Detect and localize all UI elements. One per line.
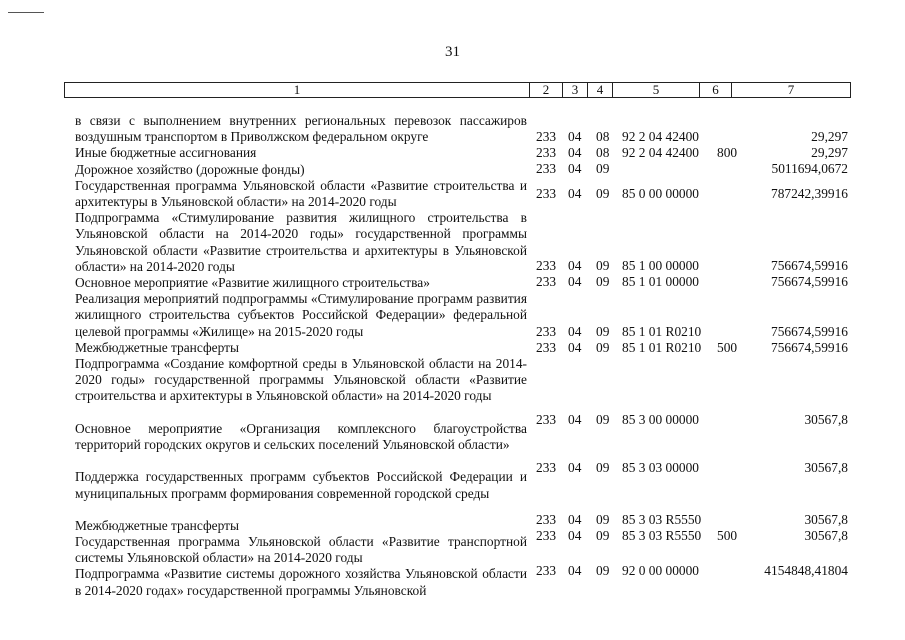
cell-col-2: 233 <box>536 563 557 578</box>
cell-col-7: 30567,8 <box>804 512 848 527</box>
cell-col-4: 09 <box>596 412 610 427</box>
table-row-description: Межбюджетные трансферты <box>75 339 239 355</box>
cell-col-4: 09 <box>596 460 610 475</box>
table-row <box>0 412 905 428</box>
cell-col-7: 756674,59916 <box>771 324 848 339</box>
table-row-description: Основное мероприятие «Развитие жилищного строительства» <box>75 274 430 290</box>
cell-col-5: 92 2 04 42400 <box>622 145 699 160</box>
cell-col-7: 30567,8 <box>804 460 848 475</box>
cell-col-5: 85 1 01 00000 <box>622 274 699 289</box>
cell-col-4: 08 <box>596 145 610 160</box>
cell-col-5: 85 0 00 00000 <box>622 186 699 201</box>
table-row-description: Межбюджетные трансферты <box>75 517 239 533</box>
cell-col-5: 85 3 03 R5550 <box>622 512 702 527</box>
cell-col-3: 04 <box>568 412 582 427</box>
cell-col-2: 233 <box>536 528 557 543</box>
cell-col-6: 500 <box>717 340 738 355</box>
cell-col-4: 09 <box>596 274 610 289</box>
cell-col-5: 92 0 00 00000 <box>622 563 699 578</box>
cell-col-2: 233 <box>536 512 557 527</box>
table-row <box>0 460 905 476</box>
table-row-description: Основное мероприятие «Организация комплексного благоустройства территорий городских округов и сельских поселений Ульяновской области» <box>75 420 527 452</box>
cell-col-2: 233 <box>536 340 557 355</box>
cell-col-7: 29,297 <box>811 129 848 144</box>
table-row-description: Подпрограмма «Создание комфортной среды в Ульяновской области на 2014-2020 годы» государственной программы Ульяновской области «Развитие строительства и архитектуры в Ульяновской области» на 2014-2020 годы <box>75 355 527 404</box>
table-row-description: Реализация мероприятий подпрограммы «Стимулирование программ развития жилищного строительства субъектов Российской Федерации» федеральной целевой программы «Жилище» на 2015-2020 годы <box>75 291 527 339</box>
table-row <box>0 528 905 544</box>
cell-col-4: 09 <box>596 161 610 176</box>
cell-col-4: 09 <box>596 324 610 339</box>
cell-col-4: 08 <box>596 129 610 144</box>
table-row <box>0 274 905 290</box>
cell-col-3: 04 <box>568 274 582 289</box>
cell-col-3: 04 <box>568 186 582 201</box>
cell-col-3: 04 <box>568 145 582 160</box>
table-row <box>0 340 905 356</box>
cell-col-7: 30567,8 <box>804 412 848 427</box>
header-col-1: 1 <box>65 83 530 97</box>
cell-col-7: 29,297 <box>811 145 848 160</box>
table-header <box>64 82 851 98</box>
table-row-description: Государственная программа Ульяновской области «Развитие строительства и архитектуры в Ульяновской области» на 2014-2020 годы <box>75 177 527 209</box>
cell-col-4: 09 <box>596 563 610 578</box>
cell-col-7: 787242,39916 <box>771 186 848 201</box>
table-row <box>0 258 905 274</box>
cell-col-5: 85 3 03 00000 <box>622 460 699 475</box>
cell-col-2: 233 <box>536 161 557 176</box>
table-row-description: Дорожное хозяйство (дорожные фонды) <box>75 161 305 177</box>
table-row-description: Государственная программа Ульяновской области «Развитие транспортной системы Ульяновской области» на 2014-2020 годы <box>75 534 527 566</box>
cell-col-2: 233 <box>536 412 557 427</box>
cell-col-5: 85 3 00 00000 <box>622 412 699 427</box>
table-row <box>0 186 905 202</box>
table-row-description: в связи с выполнением внутренних региональных перевозок пассажиров воздушным транспортом в Приволжском федеральном округе <box>75 113 527 145</box>
table-row <box>0 161 905 177</box>
cell-col-3: 04 <box>568 161 582 176</box>
cell-col-6: 500 <box>717 528 738 543</box>
cell-col-3: 04 <box>568 512 582 527</box>
table-row-description: Иные бюджетные ассигнования <box>75 145 257 161</box>
header-col-5: 5 <box>613 83 700 97</box>
cell-col-4: 09 <box>596 186 610 201</box>
scan-mark <box>8 12 44 13</box>
cell-col-2: 233 <box>536 258 557 273</box>
cell-col-4: 09 <box>596 340 610 355</box>
table-row <box>0 129 905 145</box>
cell-col-2: 233 <box>536 460 557 475</box>
header-col-7: 7 <box>787 82 795 97</box>
table-row <box>0 145 905 161</box>
table-row-description: Подпрограмма «Развитие системы дорожного хозяйства Ульяновской области в 2014-2020 годах» государственной программы Ульяновской <box>75 566 527 598</box>
cell-col-4: 09 <box>596 258 610 273</box>
table-row <box>0 324 905 340</box>
cell-col-2: 233 <box>536 129 557 144</box>
header-col-3: 3 <box>563 83 588 97</box>
cell-col-2: 233 <box>536 324 557 339</box>
cell-col-3: 04 <box>568 324 582 339</box>
table-row-description: Поддержка государственных программ субъектов Российской Федерации и муниципальных программ формирования современной городской среды <box>75 469 527 501</box>
cell-col-7: 756674,59916 <box>771 340 848 355</box>
page-number: 31 <box>445 44 460 60</box>
cell-col-2: 233 <box>536 274 557 289</box>
cell-col-7: 30567,8 <box>804 528 848 543</box>
cell-col-5: 85 1 01 R0210 <box>622 340 702 355</box>
cell-col-3: 04 <box>568 460 582 475</box>
cell-col-5: 85 1 00 00000 <box>622 258 699 273</box>
cell-col-2: 233 <box>536 145 557 160</box>
cell-col-2: 233 <box>536 186 557 201</box>
cell-col-7: 5011694,0672 <box>771 161 848 176</box>
cell-col-5: 85 1 01 R0210 <box>622 324 702 339</box>
cell-col-7: 756674,59916 <box>771 274 848 289</box>
header-col-2: 2 <box>530 83 563 97</box>
cell-col-7: 4154848,41804 <box>764 563 848 578</box>
table-row <box>0 563 905 579</box>
cell-col-3: 04 <box>568 563 582 578</box>
cell-col-6: 800 <box>717 145 738 160</box>
cell-col-7: 756674,59916 <box>771 258 848 273</box>
table-row-description: Подпрограмма «Стимулирование развития жилищного строительства в Ульяновской области на 2014-2020 годы» государственной программы Ульяновской области «Развитие строительства и архитектуры в Ульяновской области» на 2014-2020 годы <box>75 210 527 274</box>
cell-col-3: 04 <box>568 340 582 355</box>
cell-col-5: 85 3 03 R5550 <box>622 528 702 543</box>
table-row <box>0 512 905 528</box>
header-col-4: 4 <box>588 83 613 97</box>
cell-col-4: 09 <box>596 528 610 543</box>
cell-col-3: 04 <box>568 528 582 543</box>
header-col-6: 6 <box>700 83 732 97</box>
cell-col-3: 04 <box>568 258 582 273</box>
cell-col-5: 92 2 04 42400 <box>622 129 699 144</box>
cell-col-3: 04 <box>568 129 582 144</box>
cell-col-4: 09 <box>596 512 610 527</box>
